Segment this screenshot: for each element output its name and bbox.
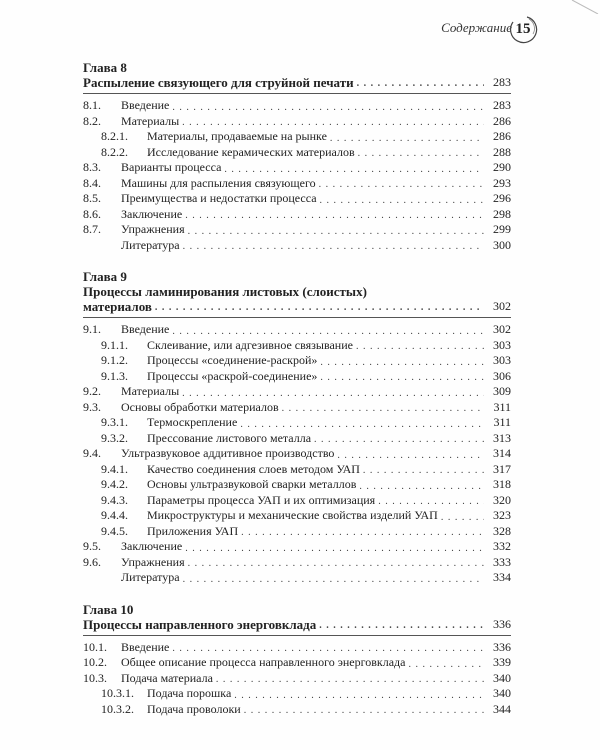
entry-page: 283	[493, 98, 511, 112]
chapter-title-row[interactable]	[83, 617, 511, 632]
toc-entry[interactable]	[83, 555, 511, 571]
entry-number: 8.6.	[83, 206, 101, 221]
chapter-label: Глава 9	[83, 269, 127, 284]
leader-dots	[320, 357, 484, 369]
leader-dots	[183, 241, 484, 253]
entry-title: Машины для распыления связующего	[121, 175, 316, 190]
entry-number: 8.7.	[83, 222, 101, 236]
entry-number: 9.3.2.	[101, 430, 128, 445]
entry-number: 9.1.2.	[101, 353, 128, 367]
entry-title: Процессы «раскрой-соединение»	[147, 368, 318, 383]
toc-entry[interactable]	[83, 539, 511, 555]
leader-dots	[182, 117, 484, 129]
entry-page: 332	[493, 539, 511, 553]
entry-page: 306	[493, 368, 511, 383]
entry-title: Качество соединения слоев методом УАП	[147, 461, 360, 476]
leader-dots	[241, 527, 484, 539]
entry-page: 323	[493, 508, 511, 522]
entry-page: 298	[493, 206, 511, 221]
entry-number: 8.5.	[83, 191, 101, 205]
leader-dots	[330, 133, 484, 145]
entry-page: 340	[493, 670, 511, 685]
toc-entry[interactable]	[83, 655, 511, 671]
entry-title: Упражнения	[121, 554, 185, 569]
entry-page: 318	[493, 477, 511, 491]
chapter-title-row[interactable]	[83, 75, 511, 90]
chapter-9	[83, 269, 511, 586]
entry-number: 9.5.	[83, 539, 101, 553]
leader-dots	[172, 326, 484, 338]
toc-entry[interactable]	[83, 640, 511, 656]
entry-page: 311	[493, 399, 511, 414]
entry-number: 8.2.2.	[101, 144, 128, 159]
leader-dots	[408, 659, 484, 671]
leader-dots	[378, 496, 484, 508]
entry-title: Введение	[121, 639, 170, 654]
toc-entry[interactable]	[83, 191, 511, 207]
leader-dots	[441, 512, 484, 524]
toc-entry-references[interactable]	[83, 238, 511, 254]
entry-page: 309	[493, 384, 511, 398]
entry-number: 9.3.	[83, 399, 101, 414]
chapter-divider	[83, 93, 511, 94]
toc-entry[interactable]	[83, 369, 511, 385]
toc-entry[interactable]	[83, 702, 511, 718]
toc-entry[interactable]	[83, 415, 511, 431]
chapter-label: Глава 10	[83, 601, 134, 617]
entry-title: Материалы	[121, 384, 180, 398]
toc-entry[interactable]	[83, 508, 511, 524]
entry-title: Подача материала	[121, 670, 213, 685]
entry-page: 286	[493, 113, 511, 128]
toc-entry[interactable]	[83, 431, 511, 447]
entry-title: Материалы, продаваемые на рынке	[147, 129, 327, 143]
chapter-divider	[83, 317, 511, 318]
leader-dots	[357, 78, 484, 90]
leader-dots	[234, 690, 484, 702]
entry-number: 8.1.	[83, 98, 101, 112]
entry-page: 290	[493, 160, 511, 174]
entry-number: 9.3.1.	[101, 415, 128, 429]
chapter-title-line1[interactable]: Процессы ламинирования листовых (слоистых)	[83, 284, 367, 299]
toc-entry[interactable]	[83, 98, 511, 114]
entry-number: 9.4.4.	[101, 508, 128, 522]
entry-number: 9.1.1.	[101, 337, 128, 352]
entry-title: Склеивание, или адгезивное связывание	[147, 337, 353, 352]
leader-dots	[188, 558, 484, 570]
entry-title: Введение	[121, 322, 170, 336]
entry-title: Преимущества и недостатки процесса	[121, 191, 317, 205]
chapter-page: 336	[493, 616, 511, 631]
entry-number: 10.3.1.	[101, 686, 134, 700]
leader-dots	[185, 543, 484, 555]
entry-page: 344	[493, 701, 511, 716]
entry-page: 300	[493, 237, 511, 252]
entry-page: 311	[493, 415, 511, 429]
entry-number: 9.4.	[83, 446, 101, 460]
entry-number: 9.2.	[83, 384, 101, 398]
entry-title: Термоскрепление	[147, 415, 238, 429]
entry-page: 336	[493, 639, 511, 654]
chapter-title: Процессы направленного энерговклада	[83, 616, 317, 632]
toc-entry[interactable]	[83, 446, 511, 462]
entry-title: Приложения УАП	[147, 523, 239, 538]
toc-entry[interactable]	[83, 524, 511, 540]
toc-entry[interactable]	[83, 114, 511, 130]
leader-dots	[319, 620, 484, 632]
entry-number: 9.4.2.	[101, 477, 128, 491]
leader-dots	[240, 419, 484, 431]
toc-entry[interactable]	[83, 671, 511, 687]
leader-dots	[356, 341, 484, 353]
toc-entry[interactable]	[83, 129, 511, 145]
leader-dots	[363, 465, 484, 477]
leader-dots	[282, 403, 484, 415]
entry-page: 333	[493, 554, 511, 569]
entry-page: 339	[493, 655, 511, 669]
chapter-10	[83, 602, 511, 718]
leader-dots	[188, 226, 484, 238]
entry-title: Исследование керамических материалов	[147, 144, 355, 159]
entry-page: 303	[493, 337, 511, 352]
running-title: Содержание	[441, 20, 512, 35]
entry-title: Литература	[121, 237, 180, 252]
entry-number: 8.4.	[83, 175, 101, 190]
entry-number: 10.2.	[83, 655, 107, 669]
entry-page: 296	[493, 191, 511, 205]
chapter-label: Глава 8	[83, 60, 127, 75]
entry-page: 317	[493, 461, 511, 476]
toc-entry[interactable]	[83, 207, 511, 223]
chapter-title-row[interactable]	[83, 299, 511, 314]
entry-page: 299	[493, 222, 511, 236]
chapter-8	[83, 60, 511, 253]
leader-dots	[172, 102, 484, 114]
toc-entry[interactable]	[83, 686, 511, 702]
leader-dots	[155, 302, 484, 314]
leader-dots	[183, 574, 484, 586]
entry-title: Подача порошка	[147, 686, 232, 700]
toc-entry[interactable]	[83, 222, 511, 238]
leader-dots	[172, 643, 484, 655]
toc-entry[interactable]	[83, 493, 511, 509]
entry-title: Процессы «соединение-раскрой»	[147, 353, 318, 367]
toc-entry[interactable]	[83, 384, 511, 400]
leader-dots	[185, 210, 484, 222]
toc-entry[interactable]	[83, 176, 511, 192]
entry-title: Упражнения	[121, 222, 185, 236]
toc-entry[interactable]	[83, 477, 511, 493]
chapter-title: Распыление связующего для струйной печати	[83, 75, 354, 90]
toc-entry[interactable]	[83, 338, 511, 354]
entry-number: 9.4.1.	[101, 461, 128, 476]
entry-number: 9.4.5.	[101, 523, 128, 538]
entry-number: 8.2.	[83, 113, 101, 128]
chapter-title-line2: материалов	[83, 299, 152, 314]
leader-dots	[358, 148, 484, 160]
entry-number: 9.4.3.	[101, 492, 128, 507]
page-number: 15	[515, 20, 531, 37]
entry-number: 9.1.3.	[101, 368, 128, 383]
entry-title: Материалы	[121, 113, 180, 128]
entry-page: 288	[493, 144, 511, 159]
entry-page: 320	[493, 492, 511, 507]
leader-dots	[216, 674, 484, 686]
entry-title: Параметры процесса УАП и их оптимизация	[147, 492, 376, 507]
toc-entry[interactable]	[83, 353, 511, 369]
page-number-badge	[508, 14, 538, 44]
leader-dots	[182, 388, 484, 400]
entry-title: Варианты процесса	[121, 160, 222, 174]
entry-number: 10.3.	[83, 670, 107, 685]
entry-number: 9.6.	[83, 554, 101, 569]
toc-entry[interactable]	[83, 160, 511, 176]
entry-page: 286	[493, 129, 511, 143]
entry-number: 10.1.	[83, 639, 107, 654]
entry-page: 334	[493, 570, 511, 584]
leader-dots	[359, 481, 484, 493]
corner-mark	[570, 0, 600, 14]
entry-page: 328	[493, 523, 511, 538]
entry-title: Подача проволоки	[147, 701, 241, 716]
entry-page: 340	[493, 686, 511, 700]
toc-entry[interactable]	[83, 462, 511, 478]
entry-title: Основы ультразвуковой сварки металлов	[147, 477, 357, 491]
entry-page: 313	[493, 430, 511, 445]
leader-dots	[244, 705, 484, 717]
toc-entry[interactable]	[83, 400, 511, 416]
entry-page: 302	[493, 322, 511, 336]
toc-entry[interactable]	[83, 145, 511, 161]
entry-title: Заключение	[121, 206, 183, 221]
chapter-page: 302	[493, 299, 511, 313]
leader-dots	[337, 450, 484, 462]
chapter-divider	[83, 635, 511, 636]
entry-number: 9.1.	[83, 322, 101, 336]
leader-dots	[224, 164, 484, 176]
leader-dots	[314, 434, 484, 446]
toc-entry[interactable]	[83, 322, 511, 338]
leader-dots	[319, 179, 484, 191]
entry-title: Микроструктуры и механические свойства изделий УАП	[147, 508, 438, 522]
chapter-page: 283	[493, 75, 511, 89]
entry-number: 10.3.2.	[101, 701, 134, 716]
entry-title: Ультразвуковое аддитивное производство	[121, 446, 335, 460]
leader-dots	[320, 372, 484, 384]
table-of-contents	[83, 60, 511, 723]
entry-title: Прессование листового металла	[147, 430, 312, 445]
entry-number: 8.2.1.	[101, 129, 128, 143]
entry-title: Литература	[121, 570, 180, 584]
entry-title: Заключение	[121, 539, 183, 553]
entry-page: 293	[493, 175, 511, 190]
entry-title: Основы обработки материалов	[121, 399, 279, 414]
entry-number: 8.3.	[83, 160, 101, 174]
leader-dots	[320, 195, 484, 207]
entry-page: 303	[493, 353, 511, 367]
toc-entry-references[interactable]	[83, 570, 511, 586]
entry-page: 314	[493, 446, 511, 460]
entry-title: Общее описание процесса направленного энерговклада	[121, 655, 406, 669]
entry-title: Введение	[121, 98, 170, 112]
